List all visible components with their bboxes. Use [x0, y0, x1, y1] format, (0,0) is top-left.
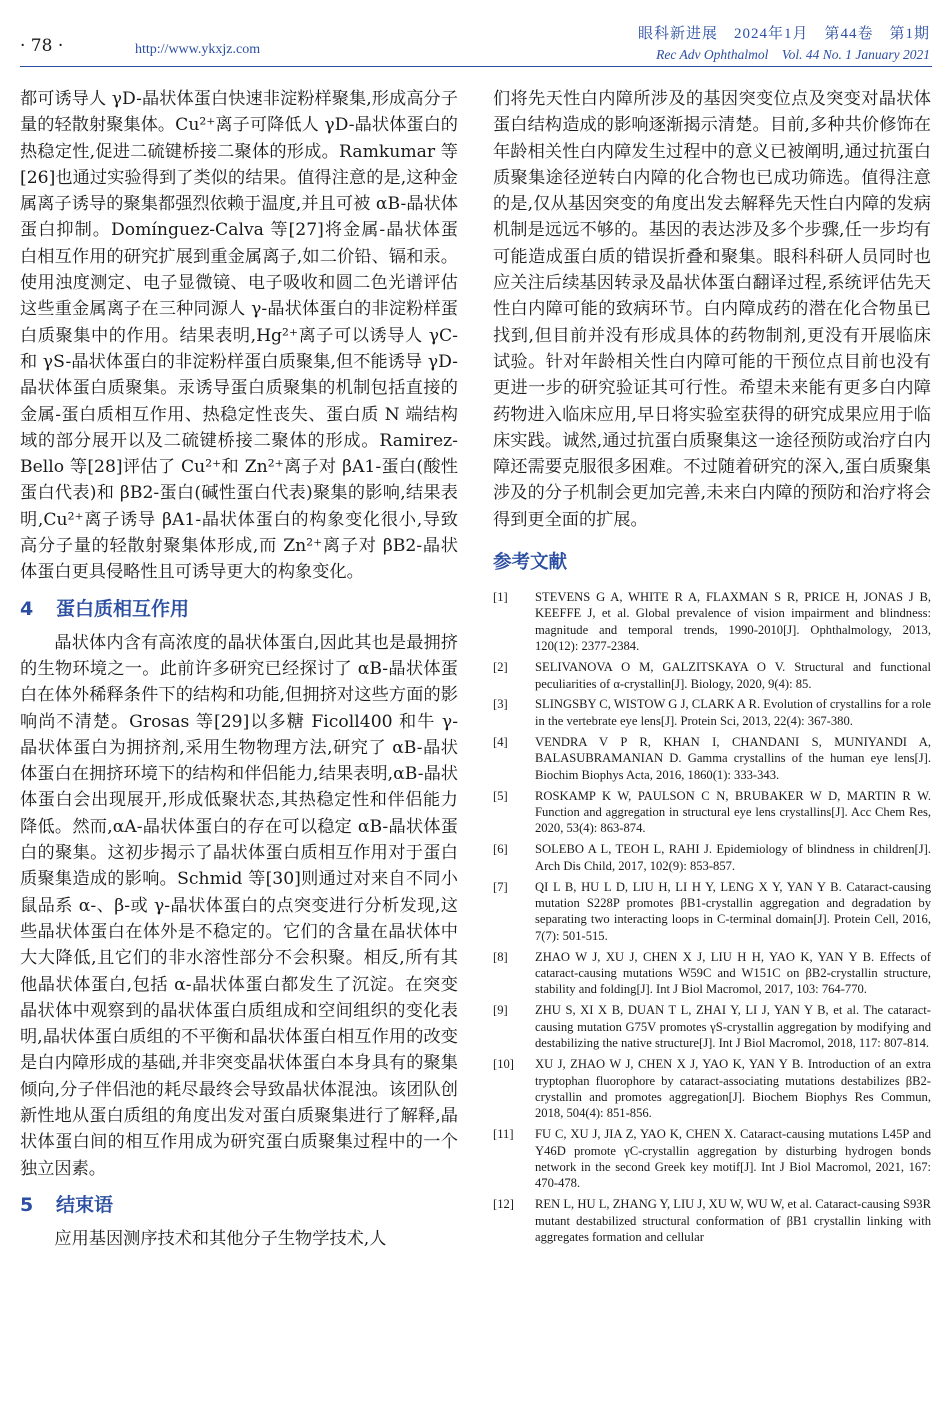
reference-number: [6] [493, 842, 508, 857]
left-column [20, 86, 458, 1252]
reference-number: [12] [493, 1197, 514, 1212]
reference-number: [11] [493, 1127, 514, 1142]
reference-item [493, 949, 931, 998]
reference-text: XU J, ZHAO W J, CHEN X J, YAO K, YAN Y B. Introduction of an extra tryptophan fluorophore by cataract-associating mutations destabilizes βB2-crystallin and promotes aggregation[J]. Biochem Biophys Res Commun, 2018, 504(4): 851-856. [535, 1057, 931, 1121]
section-title: 结束语 [56, 1193, 114, 1216]
section-heading-4 [20, 596, 458, 622]
reference-text: STEVENS G A, WHITE R A, FLAXMAN S R, PRICE H, JONAS J B, KEEFFE J, et al. Global prevalence of vision impairment and blindness: magnitude and temporal trends, 1990-2010[J]. Ophthalmology, 2013, 120(12): 2377-2384. [535, 590, 931, 654]
reference-text: ROSKAMP K W, PAULSON C N, BRUBAKER W D, MARTIN R W. Function and aggregation in structural eye lens crystallins[J]. Acc Chem Res, 2020, 53(4): 863-874. [535, 788, 931, 836]
reference-item [493, 788, 931, 837]
journal-title-en: Rec Adv Ophthalmol Vol. 44 No. 1 January 2021 [656, 47, 930, 62]
reference-list [493, 589, 931, 1246]
reference-item [493, 879, 931, 945]
reference-number: [2] [493, 660, 508, 675]
reference-text: SOLEBO A L, TEOH L, RAHI J. Epidemiology of blindness in children[J]. Arch Dis Child, 2017, 102(9): 853-857. [535, 842, 931, 873]
reference-number: [3] [493, 697, 508, 712]
reference-number: [4] [493, 734, 508, 749]
reference-item [493, 1002, 931, 1051]
page-number: · 78 · [20, 36, 64, 56]
header-rule [20, 66, 932, 67]
reference-text: SLINGSBY C, WISTOW G J, CLARK A R. Evolution of crystallins for a role in the vertebrate eye lens[J]. Protein Sci, 2013, 22(4): 367-380. [535, 697, 931, 728]
reference-number: [7] [493, 879, 508, 894]
paragraph: 都可诱导人 γD-晶状体蛋白快速非淀粉样聚集,形成高分子量的轻散射聚集体。Cu²⁺离子可降低人 γD-晶状体蛋白的热稳定性,促进二硫键桥接二聚体的形成。Ramkumar 等[26]也通过实验得到了类似的结果。值得注意的是,这种金属离子诱导的聚集都强烈依赖于温度,并且可被 αB-晶状体蛋白抑制。Domínguez-Calva 等[27]将金属-晶状体蛋白相互作用的研究扩展到重金属离子,如二价铅、镉和汞。使用浊度测定、电子显微镜、电子吸收和圆二色光谱评估这些重金属离子在三种同源人 γ-晶状体蛋白的非淀粉样蛋白质聚集中的作用。结果表明,Hg²⁺离子可以诱导人 γC-和 γS-晶状体蛋白的非淀粉样蛋白质聚集,但不能诱导 γD-晶状体蛋白质聚集。汞诱导蛋白质聚集的机制包括直接的金属-蛋白质相互作用、热稳定性丧失、蛋白质 N 端结构域的部分展开以及二硫键桥接二聚体的形成。Ramirez-Bello 等[28]评估了 Cu²⁺和 Zn²⁺离子对 βA1-蛋白(酸性蛋白代表)和 βB2-蛋白(碱性蛋白代表)聚集的影响,结果表明,Cu²⁺离子诱导 βA1-晶状体蛋白的构象变化很小,导致高分子量的轻散射聚集体形成,而 Zn²⁺离子对 βB2-晶状体蛋白更具侵略性且可诱导更大的构象变化。 [20, 89, 458, 583]
reference-item [493, 659, 931, 692]
reference-number: [9] [493, 1003, 508, 1018]
section-heading-5 [20, 1192, 458, 1218]
reference-number: [10] [493, 1057, 514, 1072]
reference-item [493, 589, 931, 655]
reference-text: REN L, HU L, ZHANG Y, LIU J, XU W, WU W, et al. Cataract-causing S93R mutant destabilized structural conformation of βB1 crystallin linking with aggregates formation and cellular [535, 1197, 931, 1245]
right-column [493, 86, 931, 1250]
reference-text: SELIVANOVA O M, GALZITSKAYA O V. Structural and functional peculiarities of α-crystallin[J]. Biology, 2020, 9(4): 85. [535, 660, 931, 691]
reference-number: [5] [493, 788, 508, 803]
journal-header [638, 22, 930, 63]
reference-item [493, 1196, 931, 1245]
journal-title-cn: 眼科新进展 2024年1月 第44卷 第1期 [637, 26, 930, 42]
reference-item [493, 841, 931, 874]
journal-url[interactable]: http://www.ykxjz.com [135, 42, 261, 57]
reference-text: VENDRA V P R, KHAN I, CHANDANI S, MUNIYANDI A, BALASUBRAMANIAN D. Gamma crystallins of the human eye lens[J]. Biochim Biophys Acta, 2016, 1860(1): 333-343. [535, 734, 931, 782]
section-number: 4 [20, 597, 34, 620]
reference-item [493, 1126, 931, 1192]
reference-text: ZHAO W J, XU J, CHEN X J, LIU H H, YAO K, YAN Y B. Effects of cataract-causing mutations W59C and W151C on βB2-crystallin structure, stability and folding[J]. Int J Biol Macromol, 2017, 103: 764-770. [535, 949, 931, 997]
references-heading: 参考文献 [493, 552, 568, 574]
reference-text: FU C, XU J, JIA Z, YAO K, CHEN X. Cataract-causing mutations L45P and Y46D promote γC-crystallin aggregation by disturbing hydrogen bonds network in the second Greek key motif[J]. Int J Biol Macromol, 2021, 167: 470-478. [535, 1127, 931, 1191]
reference-text: QI L B, HU L D, LIU H, LI H Y, LENG X Y, YAN Y B. Cataract-causing mutation S228P promotes βB1-crystallin aggregation and degradation by separating two interacting loops in C-terminal domain[J]. Protein Cell, 2016, 7(7): 501-515. [535, 879, 931, 943]
section-number: 5 [20, 1193, 34, 1216]
reference-item [493, 1056, 931, 1122]
paragraph: 晶状体内含有高浓度的晶状体蛋白,因此其也是最拥挤的生物环境之一。此前许多研究已经探讨了 αB-晶状体蛋白在体外稀释条件下的结构和功能,但拥挤对这些方面的影响尚不清楚。Grosas 等[29]以多糖 Ficoll400 和牛 γ-晶状体蛋白为拥挤剂,采用生物物理方法,研究了 αB-晶状体蛋白在拥挤环境下的结构和伴侣能力,结果表明,αB-晶状体蛋白会出现展开,形成低聚状态,其热稳定性和伴侣能力降低。然而,αA-晶状体蛋白的存在可以稳定 αB-晶状体蛋白的聚集。这初步揭示了晶状体蛋白质相互作用对于蛋白质聚集造成的影响。Schmid 等[30]则通过对来自不同小鼠品系 α-、β-或 γ-晶状体蛋白的点突变进行分析发现,这些晶状体蛋白在体外是不稳定的。它们的含量在晶状体中大大降低,且它们的非水溶性部分不会积聚。相反,所有其他晶状体蛋白,包括 α-晶状体蛋白都发生了沉淀。在突变晶状体中观察到的晶状体蛋白质组成和空间组织的变化表明,晶状体蛋白质组的不平衡和晶状体蛋白相互作用的改变是白内障形成的基础,并非突变晶状体蛋白本身具有的聚集倾向,分子伴侣池的耗尽最终会导致晶状体混浊。该团队创新性地从蛋白质组的角度出发对蛋白质聚集进行了解释,晶状体蛋白间的相互作用成为研究蛋白质聚集过程中的一个独立因素。 [20, 632, 458, 1179]
paragraph: 们将先天性白内障所涉及的基因突变位点及突变对晶状体蛋白结构造成的影响逐渐揭示清楚。目前,多种共价修饰在年龄相关性白内障发生过程中的意义已被阐明,通过抗蛋白质聚集途径逆转白内障的化合物也已成功筛选。值得注意的是,仅从基因突变的角度出发去解释先天性白内障的发病机制是远远不够的。基因的表达涉及多个步骤,任一步均有可能造成蛋白质的错误折叠和聚集。眼科科研人员同时也应关注后续基因转录及晶状体蛋白翻译过程,系统评估先天性白内障可能的致病环节。白内障成药的潜在化合物虽已找到,但目前并没有形成具体的药物制剂,更没有开展临床试验。针对年龄相关性白内障可能的干预位点目前也没有更进一步的研究验证其可行性。希望未来能有更多白内障药物进入临床应用,早日将实验室获得的研究成果应用于临床实践。诚然,通过抗蛋白质聚集这一途径预防或治疗白内障还需要克服很多困难。不过随着研究的深入,蛋白质聚集涉及的分子机制会更加完善,未来白内障的预防和治疗将会得到更全面的扩展。 [493, 89, 931, 530]
reference-number: [1] [493, 590, 508, 605]
reference-number: [8] [493, 949, 508, 964]
paragraph: 应用基因测序技术和其他分子生物学技术,人 [54, 1228, 387, 1249]
reference-item [493, 734, 931, 783]
reference-text: ZHU S, XI X B, DUAN T L, ZHAI Y, LI J, YAN Y B, et al. The cataract-causing mutation G75V promotes γS-crystallin aggregation by modifying and destabilizing the native structure[J]. Int J Biol Macromol, 2018, 117: 807-814. [535, 1003, 931, 1051]
section-title: 蛋白质相互作用 [56, 597, 190, 620]
reference-item [493, 696, 931, 729]
